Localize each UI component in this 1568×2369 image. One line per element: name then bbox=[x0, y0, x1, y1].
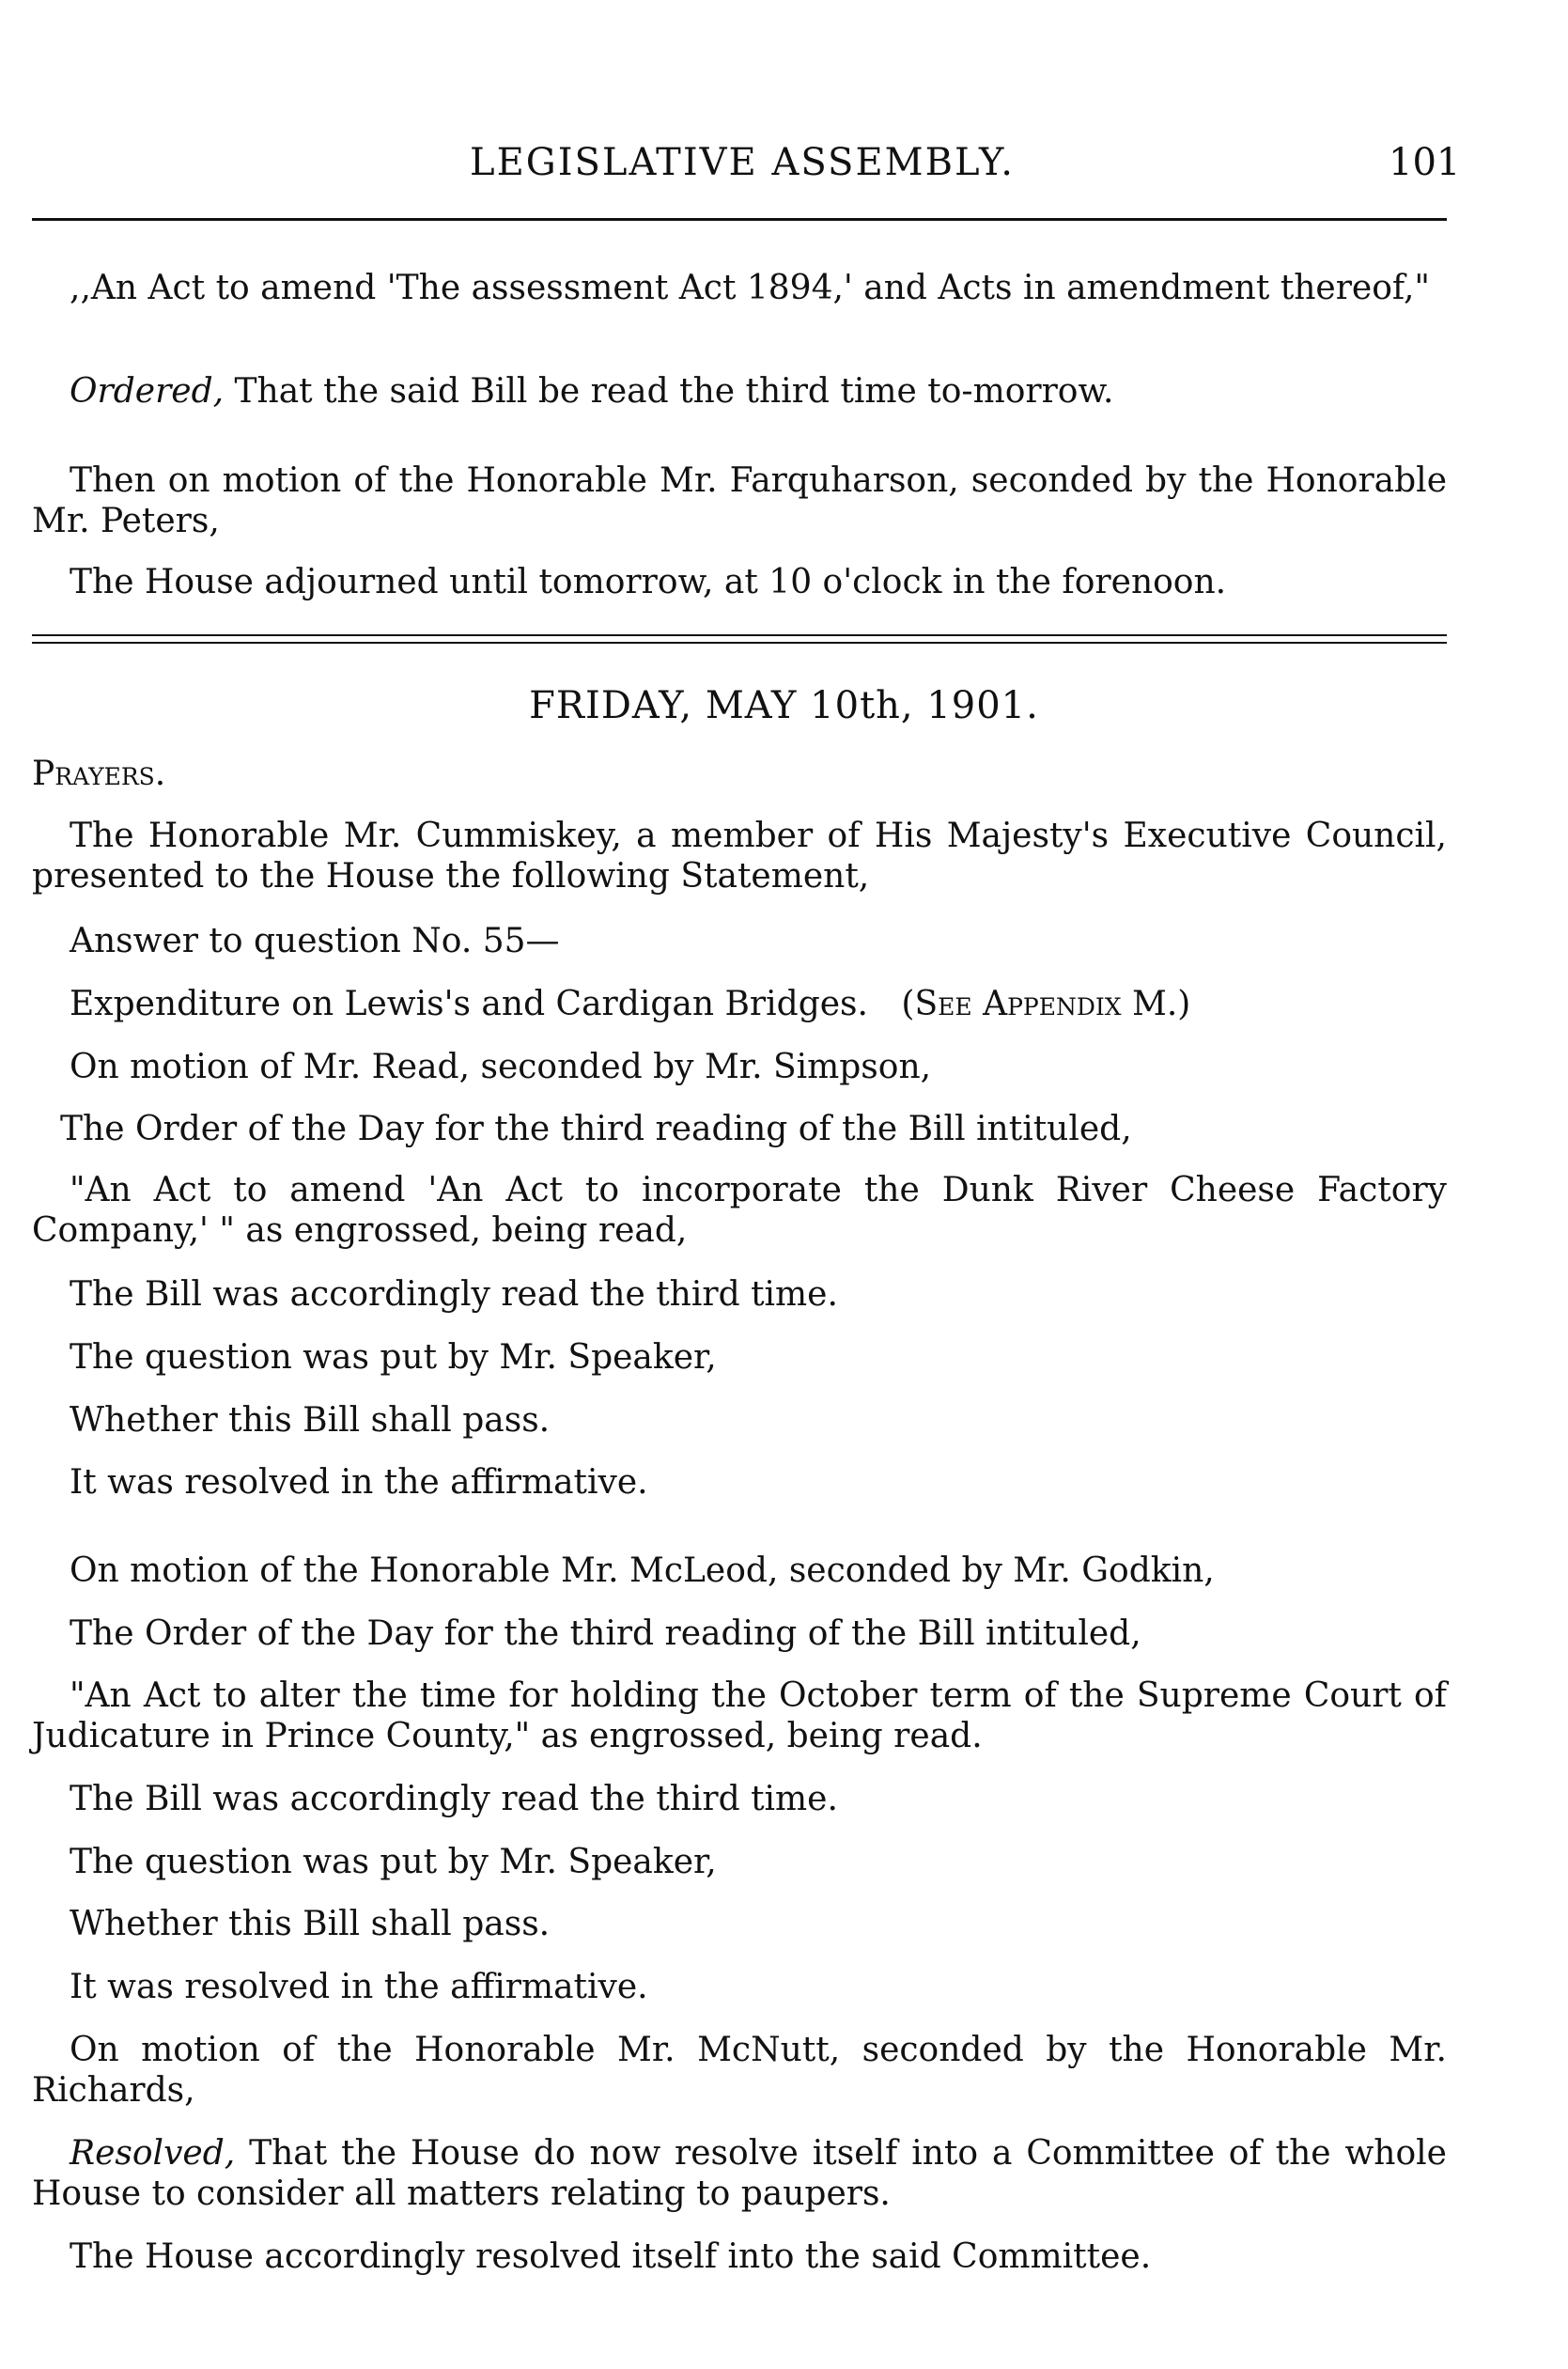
question-put-line-1: The question was put by Mr. Speaker, bbox=[70, 1338, 717, 1377]
expenditure-line bbox=[70, 984, 1190, 1024]
prayers-label: Prayers. bbox=[32, 755, 166, 793]
expenditure-text: Expenditure on Lewis's and Cardigan Bridges. bbox=[70, 985, 868, 1023]
appendix-reference: (See Appendix M.) bbox=[901, 985, 1191, 1023]
motion-farquharson-paragraph: Then on motion of the Honorable Mr. Farquharson, seconded by the Honorable Mr. Peters, bbox=[32, 461, 1447, 540]
double-rule-top bbox=[32, 634, 1447, 636]
resolved-lead: Resolved, bbox=[70, 2134, 236, 2173]
bill-cheese-paragraph: "An Act to amend 'An Act to incorporate the Dunk River Cheese Factory Company,' " as engrossed, being read, bbox=[32, 1171, 1447, 1250]
committee-line: The House accordingly resolved itself into the said Committee. bbox=[70, 2237, 1152, 2276]
question-put-line-2: The question was put by Mr. Speaker, bbox=[70, 1843, 717, 1881]
adjourned-paragraph: The House adjourned until tomorrow, at 10 o'clock in the forenoon. bbox=[70, 563, 1227, 601]
whether-line-2: Whether this Bill shall pass. bbox=[70, 1905, 551, 1943]
motion-read-line: On motion of Mr. Read, seconded by Mr. Simpson, bbox=[70, 1048, 932, 1086]
resolved-affirmative-line-2: It was resolved in the affirmative. bbox=[70, 1968, 648, 2006]
ordered-paragraph bbox=[70, 371, 1113, 412]
bill-court-paragraph: "An Act to alter the time for holding the October term of the Supreme Court of Judicature in Prince County," as engrossed, being read. bbox=[32, 1676, 1447, 1755]
resolved-rest: That the House do now resolve itself into a Committee of the whole House to consider all matters relating to paupers. bbox=[32, 2134, 1447, 2213]
page-number: 101 bbox=[1389, 141, 1461, 184]
double-rule-bottom bbox=[32, 642, 1447, 644]
date-heading: FRIDAY, MAY 10th, 1901. bbox=[529, 684, 1039, 727]
motion-mcnutt-paragraph: On motion of the Honorable Mr. McNutt, seconded by the Honorable Mr. Richards, bbox=[32, 2031, 1447, 2110]
read-third-line-2: The Bill was accordingly read the third time. bbox=[70, 1780, 838, 1818]
read-third-line-1: The Bill was accordingly read the third time. bbox=[70, 1275, 838, 1314]
running-head: LEGISLATIVE ASSEMBLY. bbox=[470, 141, 1015, 184]
motion-mcleod-line: On motion of the Honorable Mr. McLeod, seconded by Mr. Godkin, bbox=[70, 1551, 1215, 1590]
statement-paragraph: The Honorable Mr. Cummiskey, a member of His Majesty's Executive Council, presented to the House the following Statement, bbox=[32, 817, 1447, 896]
ordered-lead: Ordered, bbox=[70, 372, 225, 411]
bill-title-paragraph: ,,An Act to amend 'The assessment Act 1894,' and Acts in amendment thereof," bbox=[70, 269, 1430, 307]
answer-line: Answer to question No. 55— bbox=[70, 922, 560, 960]
header-rule bbox=[32, 218, 1447, 221]
order-of-day-line-1: The Order of the Day for the third reading of the Bill intituled, bbox=[60, 1110, 1132, 1148]
ordered-rest: That the said Bill be read the third time to-morrow. bbox=[224, 372, 1114, 411]
order-of-day-line-2: The Order of the Day for the third reading of the Bill intituled, bbox=[70, 1614, 1141, 1653]
resolved-affirmative-line-1: It was resolved in the affirmative. bbox=[70, 1463, 648, 1502]
whether-line-1: Whether this Bill shall pass. bbox=[70, 1401, 551, 1440]
resolved-paragraph bbox=[32, 2133, 1447, 2214]
